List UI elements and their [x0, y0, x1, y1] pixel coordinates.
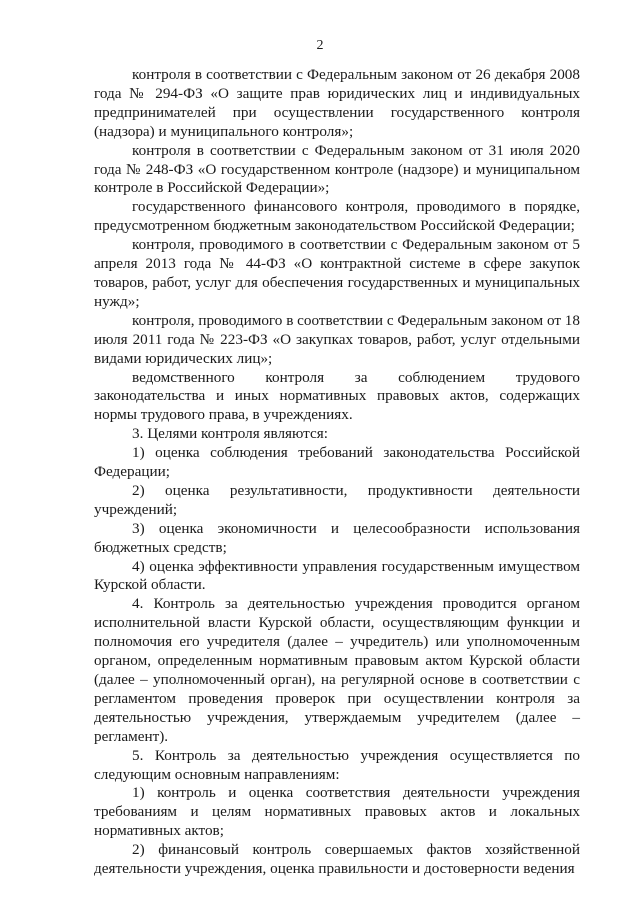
paragraph: 1) контроль и оценка соответствия деятельности учреждения требованиям и целям нормативных правовых актов и локальных нормативных актов;: [94, 784, 580, 840]
page-number: 2: [316, 38, 324, 53]
paragraph: 2) оценка результативности, продуктивности деятельности учреждений;: [94, 481, 580, 518]
paragraph: ведомственного контроля за соблюдением трудового законодательства и иных нормативных правовых актов, содержащих нормы трудового права, в учреждениях.: [94, 368, 580, 424]
paragraph: контроля в соответствии с Федеральным законом от 31 июля 2020 года № 248-ФЗ «О государственном контроле (надзоре) и муниципальном контроле в Российской Федерации»;: [94, 141, 580, 197]
paragraph: 1) оценка соблюдения требований законодательства Российской Федерации;: [94, 444, 580, 481]
paragraph: 3) оценка экономичности и целесообразности использования бюджетных средств;: [94, 519, 580, 556]
paragraph: контроля в соответствии с Федеральным законом от 26 декабря 2008 года № 294-ФЗ «О защите прав юридических лиц и индивидуальных предпринимателей при осуществлении государственного контроля (надзора) и муниципального контроля»;: [94, 66, 580, 140]
document-body: [94, 66, 580, 879]
paragraph: 3. Целями контроля являются:: [132, 425, 328, 443]
paragraph: 5. Контроль за деятельностью учреждения осуществляется по следующим основным направлениям:: [94, 746, 580, 783]
paragraph: 4. Контроль за деятельностью учреждения проводится органом исполнительной власти Курской области, осуществляющим функции и полномочия его учредителя (далее – учредитель) или уполномоченным органом, определенным нормативным правовым актом Курской области (далее – уполномоченный орган), на регулярной основе в соответствии с регламентом проведения проверок при осуществлении контроля за деятельностью учреждения, утверждаемым учредителем (далее – регламент).: [94, 595, 580, 745]
paragraph: контроля, проводимого в соответствии с Федеральным законом от 5 апреля 2013 года № 44-ФЗ «О контрактной системе в сфере закупок товаров, работ, услуг для обеспечения государственных и муниципальных нужд»;: [94, 236, 580, 310]
paragraph: государственного финансового контроля, проводимого в порядке, предусмотренном бюджетным законодательством Российской Федерации;: [94, 198, 580, 235]
paragraph: 4) оценка эффективности управления государственным имуществом Курской области.: [94, 557, 580, 594]
paragraph: 2) финансовый контроль совершаемых фактов хозяйственной деятельности учреждения, оценка правильности и достоверности ведения: [94, 841, 580, 878]
paragraph: контроля, проводимого в соответствии с Федеральным законом от 18 июля 2011 года № 223-ФЗ «О закупках товаров, работ, услуг отдельными видами юридических лиц»;: [94, 311, 580, 367]
